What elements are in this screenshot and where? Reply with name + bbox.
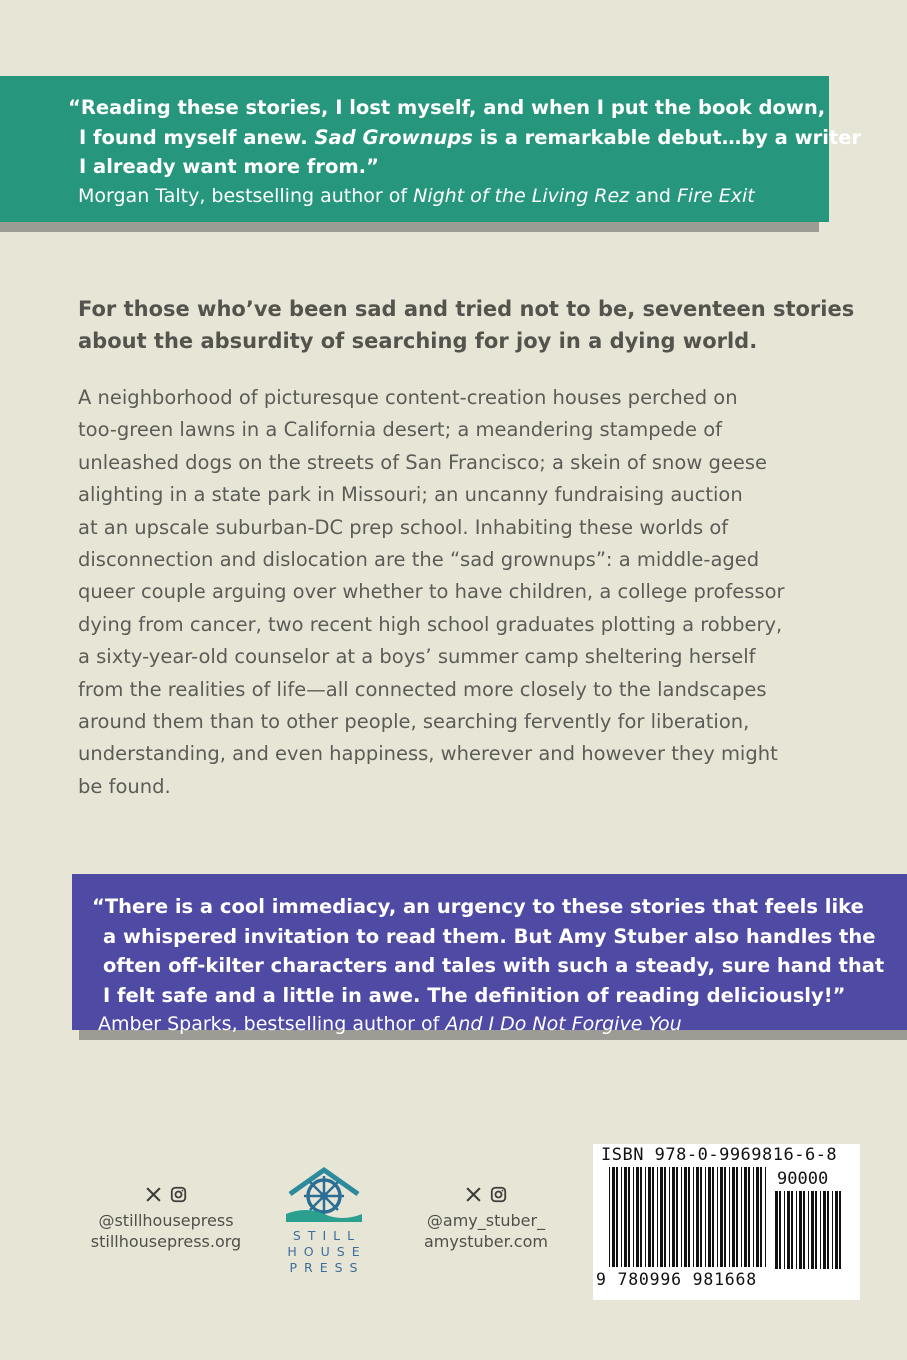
barcode-bar (705, 1167, 706, 1267)
quote2-attribution: Amber Sparks, bestselling author of And I Do Not Forgive You (98, 1013, 682, 1035)
barcode-bar (624, 1167, 627, 1267)
barcode-bar (696, 1167, 699, 1267)
logo-line1: STILL (292, 1228, 362, 1243)
barcode-bar (684, 1167, 687, 1267)
description-line: at an upscale suburban-DC prep school. Inhabiting these worlds of (78, 515, 729, 539)
author-social (398, 1186, 574, 1252)
barcode-bar (708, 1167, 711, 1267)
publisher-social (78, 1186, 254, 1252)
quote2-band (72, 874, 907, 1035)
barcode-bar (693, 1167, 694, 1267)
barcode-bar (823, 1191, 826, 1269)
barcode-bar (741, 1167, 742, 1267)
x-icon[interactable] (465, 1186, 482, 1203)
isbn-number: 9 780996 981668 (596, 1270, 758, 1289)
barcode-bar (775, 1191, 778, 1269)
description-line: be found. (78, 774, 171, 798)
quote1-line3: I already want more from.” (79, 155, 379, 178)
tagline-line2: about the absurdity of searching for joy in a dying world. (78, 329, 758, 353)
logo-line3: PRESS (289, 1260, 365, 1275)
barcode-bar (736, 1167, 738, 1267)
barcode-bar (621, 1167, 622, 1267)
barcode-main-bars (609, 1167, 769, 1273)
barcode-bar (835, 1191, 838, 1269)
barcode-addon-bars (775, 1191, 845, 1275)
isbn-barcode (593, 1144, 860, 1300)
quote1-attribution: Morgan Talty, bestselling author of Night of the Living Rez and Fire Exit (78, 184, 755, 207)
barcode-bar (832, 1191, 833, 1269)
barcode-bar (839, 1191, 841, 1269)
barcode-bar (636, 1167, 639, 1267)
barcode-bar (645, 1167, 646, 1267)
barcode-bar (688, 1167, 690, 1267)
barcode-bar (660, 1167, 663, 1267)
barcode-bar (799, 1191, 802, 1269)
quote1-line1: “Reading these stories, I lost myself, and when I put the book down, (68, 96, 826, 119)
barcode-bar (732, 1167, 735, 1267)
barcode-bar (724, 1167, 726, 1267)
publisher-handle[interactable]: @stillhousepress (98, 1211, 234, 1230)
barcode-bar (676, 1167, 678, 1267)
barcode-bar (628, 1167, 630, 1267)
barcode-bar (717, 1167, 718, 1267)
barcode-bar (791, 1191, 793, 1269)
description-line: queer couple arguing over whether to have children, a college professor (78, 580, 785, 604)
isbn-label: ISBN 978-0-9969816-6-8 (601, 1145, 838, 1165)
description-line: alighting in a state park in Missouri; an uncanny fundraising auction (78, 483, 743, 507)
barcode-bar (633, 1167, 634, 1267)
barcode-bar (787, 1191, 790, 1269)
tagline-line1: For those who’ve been sad and tried not to be, seventeen stories (78, 297, 855, 321)
barcode-bar (803, 1191, 805, 1269)
description-line: understanding, and even happiness, wherever and however they might (78, 742, 778, 766)
barcode-bar (669, 1167, 670, 1267)
barcode-bar (609, 1167, 610, 1267)
author-handle[interactable]: @amy_stuber_ (426, 1211, 546, 1230)
barcode-bar (712, 1167, 714, 1267)
barcode-bar (640, 1167, 642, 1267)
description-line: A neighborhood of picturesque content-creation houses perched on (78, 386, 738, 409)
description-line: a sixty-year-old counselor at a boys’ summer camp sheltering herself (78, 645, 756, 669)
barcode-bar (760, 1167, 762, 1267)
barcode-bar (784, 1191, 785, 1269)
description-line: around them than to other people, searching fervently for liberation, (78, 710, 750, 734)
x-icon[interactable] (145, 1186, 162, 1203)
barcode-bar (672, 1167, 675, 1267)
barcode-bar (748, 1167, 750, 1267)
description-line: disconnection and dislocation are the “sad grownups”: a middle-aged (78, 548, 760, 572)
barcode-bar (729, 1167, 730, 1267)
description-line: too-green lawns in a California desert; a meandering stampede of (78, 418, 723, 442)
quote2-line1: “There is a cool immediacy, an urgency to these stories that feels like (92, 895, 864, 918)
still-house-press-logo (272, 1164, 376, 1279)
description-line: dying from cancer, two recent high school graduates plotting a robbery, (78, 612, 783, 636)
barcode-bar (820, 1191, 821, 1269)
quote1-band (0, 76, 862, 222)
barcode-bar (657, 1167, 658, 1267)
barcode-bar (827, 1191, 829, 1269)
barcode-bar (681, 1167, 682, 1267)
quote2-line2: a whispered invitation to read them. But Amy Stuber also handles the (103, 924, 876, 948)
barcode-bar (765, 1167, 766, 1267)
quote2-line4: I felt safe and a little in awe. The definition of reading deliciously!” (103, 983, 846, 1007)
barcode-bar (700, 1167, 702, 1267)
publisher-website[interactable]: stillhousepress.org (90, 1232, 242, 1251)
author-website[interactable]: amystuber.com (424, 1232, 548, 1251)
barcode-bar (753, 1167, 754, 1267)
instagram-icon[interactable] (490, 1186, 507, 1203)
barcode-bar (744, 1167, 747, 1267)
description-line: unleashed dogs on the streets of San Francisco; a skein of snow geese (78, 450, 768, 474)
quote1-line2: I found myself anew. Sad Grownups is a remarkable debut…by a writer (79, 125, 862, 149)
ship-wheel-house-icon (282, 1164, 366, 1224)
quote2-line3: often off-kilter characters and tales with such a steady, sure hand that (103, 954, 885, 977)
barcode-bar (815, 1191, 817, 1269)
barcode-bar (796, 1191, 797, 1269)
barcode-bar (808, 1191, 809, 1269)
barcode-bar (720, 1167, 723, 1267)
description-line: from the realities of life—all connected more closely to the landscapes (78, 677, 767, 701)
barcode-bar (616, 1167, 618, 1267)
barcode-bar (612, 1167, 615, 1267)
barcode-bar (811, 1191, 814, 1269)
barcode-bar (652, 1167, 654, 1267)
price-code: 90000 (777, 1169, 829, 1189)
book-description (78, 382, 868, 803)
barcode-bar (664, 1167, 666, 1267)
logo-line2: HOUSE (287, 1244, 367, 1259)
barcode-bar (648, 1167, 651, 1267)
book-title-italic: Sad Grownups (314, 125, 473, 149)
barcode-bar (779, 1191, 781, 1269)
barcode-bar (756, 1167, 759, 1267)
tagline (78, 293, 858, 357)
instagram-icon[interactable] (170, 1186, 187, 1203)
